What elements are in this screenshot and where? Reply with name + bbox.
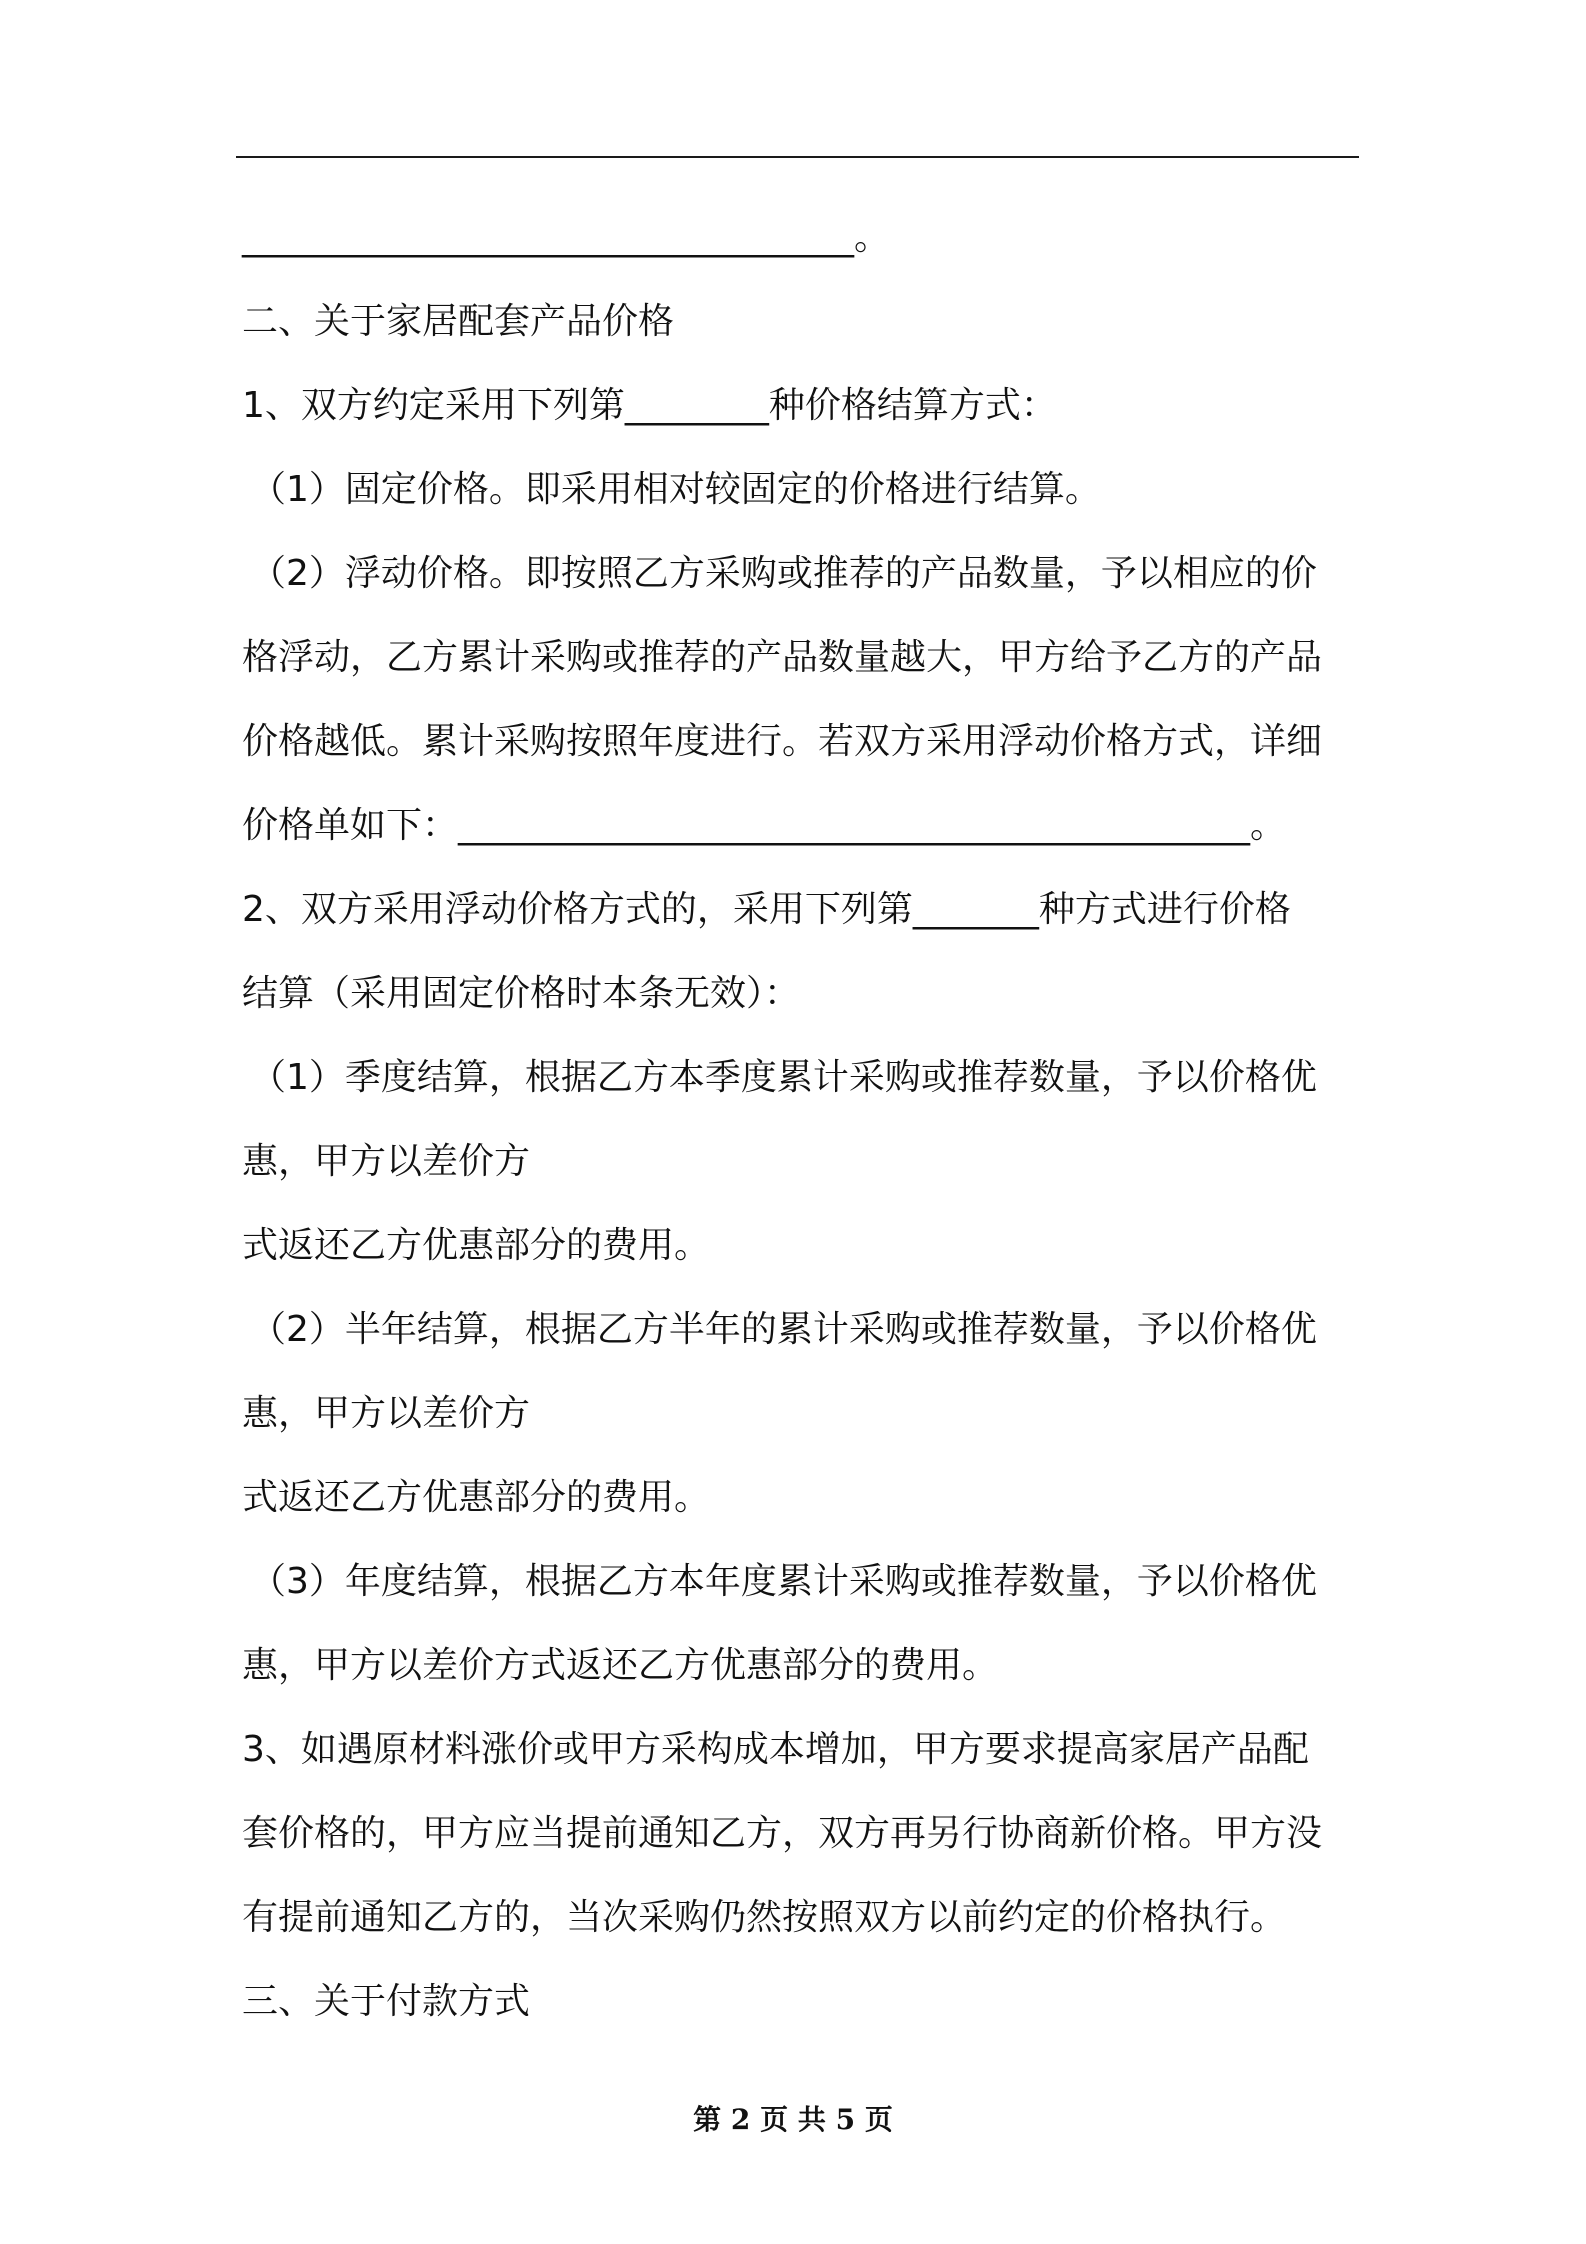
blank-fill-line: __________________________________。 bbox=[242, 217, 890, 258]
clause-2-option-2-line-1: （2）半年结算，根据乙方半年的累计采购或推荐数量，予以价格优 bbox=[250, 1309, 1317, 1350]
clause-1-option-2-line-3: 价格越低。累计采购按照年度进行。若双方采用浮动价格方式，详细 bbox=[242, 721, 1323, 762]
clause-3-line-1: 3、如遇原材料涨价或甲方采构成本增加，甲方要求提高家居产品配 bbox=[242, 1729, 1309, 1770]
clause-2-option-1-line-2: 惠，甲方以差价方 bbox=[242, 1141, 531, 1182]
clause-1-option-2-line-2: 格浮动，乙方累计采购或推荐的产品数量越大，甲方给予乙方的产品 bbox=[242, 637, 1323, 678]
clause-3-line-2: 套价格的，甲方应当提前通知乙方，双方再另行协商新价格。甲方没 bbox=[242, 1813, 1323, 1854]
header-rule bbox=[236, 156, 1359, 158]
clause-2-option-3-line-2: 惠，甲方以差价方式返还乙方优惠部分的费用。 bbox=[242, 1645, 999, 1686]
section-heading-pricing: 二、关于家居配套产品价格 bbox=[242, 301, 675, 342]
section-heading-payment: 三、关于付款方式 bbox=[242, 1981, 531, 2022]
clause-2-option-1-line-1: （1）季度结算，根据乙方本季度累计采购或推荐数量，予以价格优 bbox=[250, 1057, 1317, 1098]
clause-3-line-3: 有提前通知乙方的，当次采购仍然按照双方以前约定的价格执行。 bbox=[242, 1897, 1287, 1938]
clause-2-line-2: 结算（采用固定价格时本条无效）： bbox=[242, 973, 801, 1014]
clause-1-option-2-line-1: （2）浮动价格。即按照乙方采购或推荐的产品数量，予以相应的价 bbox=[250, 553, 1317, 594]
clause-2-line-1: 2、双方采用浮动价格方式的，采用下列第_______种方式进行价格 bbox=[242, 889, 1291, 930]
clause-2-option-2-line-2: 惠，甲方以差价方 bbox=[242, 1393, 531, 1434]
clause-1-line: 1、双方约定采用下列第________种价格结算方式： bbox=[242, 385, 1057, 426]
clause-1-option-2-line-4: 价格单如下：____________________________________________。 bbox=[242, 805, 1287, 846]
clause-1-option-1: （1）固定价格。即采用相对较固定的价格进行结算。 bbox=[250, 469, 1101, 510]
clause-2-option-2-line-3: 式返还乙方优惠部分的费用。 bbox=[242, 1477, 711, 1518]
page-number: 第 2 页 共 5 页 bbox=[693, 2103, 893, 2136]
clause-2-option-1-line-3: 式返还乙方优惠部分的费用。 bbox=[242, 1225, 711, 1266]
clause-2-option-3-line-1: （3）年度结算，根据乙方本年度累计采购或推荐数量，予以价格优 bbox=[250, 1561, 1317, 1602]
document-body bbox=[242, 196, 1362, 2044]
